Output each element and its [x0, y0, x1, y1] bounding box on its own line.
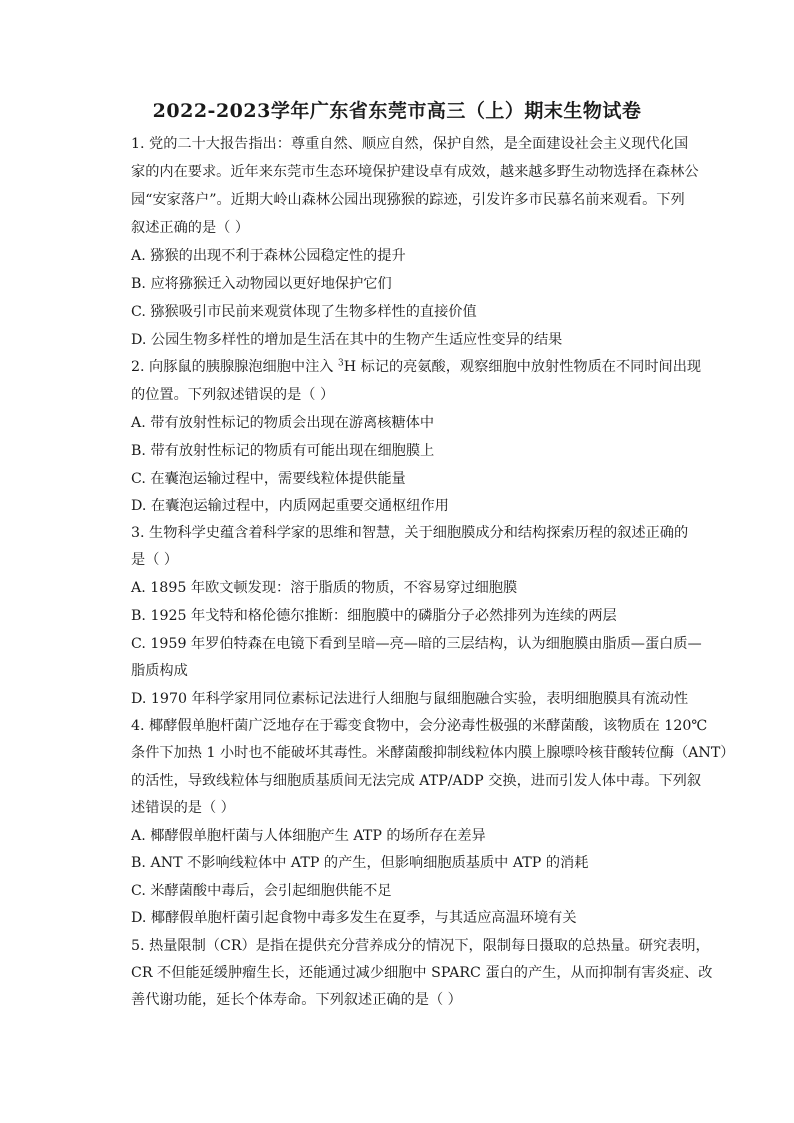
question-2-option-c: C. 在囊泡运输过程中，需要线粒体提供能量 — [131, 471, 406, 487]
question-1-option-a: A. 猕猴的出现不利于森林公园稳定性的提升 — [131, 248, 406, 264]
question-1-line-1: 1. 党的二十大报告指出：尊重自然、顺应自然，保护自然，是全面建设社会主义现代化国 — [131, 136, 689, 152]
question-2-line-1 — [131, 357, 701, 377]
superscript-3: 3 — [338, 358, 344, 369]
question-1-option-c: C. 猕猴吸引市民前来观赏体现了生物多样性的直接价值 — [131, 304, 477, 320]
page-title: 2022-2023学年广东省东莞市高三（上）期末生物试卷 — [152, 100, 642, 122]
question-3-option-d: D. 1970 年科学家用同位素标记法进行人细胞与鼠细胞融合实验，表明细胞膜具有流动性 — [131, 691, 689, 707]
question-3-option-b: B. 1925 年戈特和格伦德尔推断：细胞膜中的磷脂分子必然排列为连续的两层 — [131, 608, 617, 624]
question-1-line-2: 家的内在要求。近年来东莞市生态环境保护建设卓有成效，越来越多野生动物选择在森林公 — [131, 164, 699, 180]
question-2-option-b: B. 带有放射性标记的物质有可能出现在细胞膜上 — [131, 443, 435, 459]
question-4-line-2: 条件下加热 1 小时也不能破坏其毒性。米酵菌酸抑制线粒体内膜上腺嘌呤核苷酸转位酶（ANT） — [131, 745, 735, 761]
question-2-line-1-post: H 标记的亮氨酸，观察细胞中放射性物质在不同时间出现 — [343, 359, 702, 375]
question-3-option-c: C. 1959 年罗伯特森在电镜下看到呈暗—亮—暗的三层结构，认为细胞膜由脂质—蛋白质— — [131, 636, 702, 652]
question-4-option-c: C. 米酵菌酸中毒后，会引起细胞供能不足 — [131, 883, 392, 899]
question-3-option-c-continued: 脂质构成 — [131, 663, 188, 679]
question-3-line-1: 3. 生物科学史蕴含着科学家的思维和智慧，关于细胞膜成分和结构探索历程的叙述正确的 — [131, 525, 689, 541]
question-1-line-3: 园“安家落户”。近期大岭山森林公园出现猕猴的踪迹，引发许多市民慕名前来观看。下列 — [131, 192, 685, 208]
question-4-option-b: B. ANT 不影响线粒体中 ATP 的产生，但影响细胞质基质中 ATP 的消耗 — [131, 855, 589, 871]
question-1-option-b: B. 应将猕猴迁入动物园以更好地保护它们 — [131, 276, 392, 292]
question-2-option-d: D. 在囊泡运输过程中，内质网起重要交通枢纽作用 — [131, 498, 449, 514]
question-4-option-a: A. 椰酵假单胞杆菌与人体细胞产生 ATP 的场所存在差异 — [131, 828, 486, 844]
question-5-line-2: CR 不但能延缓肿瘤生长，还能通过减少细胞中 SPARC 蛋白的产生，从而抑制有害炎症、改 — [131, 965, 713, 981]
question-4-option-d: D. 椰酵假单胞杆菌引起食物中毒多发生在夏季，与其适应高温环境有关 — [131, 910, 577, 926]
question-1-option-d: D. 公园生物多样性的增加是生活在其中的生物产生适应性变异的结果 — [131, 332, 563, 348]
question-4-line-4: 述错误的是（ ） — [131, 800, 235, 816]
question-1-line-4: 叙述正确的是（ ） — [131, 220, 250, 236]
question-2-line-1-pre: 2. 向豚鼠的胰腺腺泡细胞中注入 — [131, 359, 338, 375]
question-2-option-a: A. 带有放射性标记的物质会出现在游离核糖体中 — [131, 415, 435, 431]
question-4-line-1: 4. 椰酵假单胞杆菌广泛地存在于霉变食物中，会分泌毒性极强的米酵菌酸，该物质在 120℃ — [131, 718, 708, 734]
question-3-line-2: 是（ ） — [131, 552, 179, 568]
question-5-line-3: 善代谢功能，延长个体寿命。下列叙述正确的是（ ） — [131, 992, 462, 1008]
question-5-line-1: 5. 热量限制（CR）是指在提供充分营养成分的情况下，限制每日摄取的总热量。研究表明， — [131, 938, 710, 954]
question-4-line-3: 的活性，导致线粒体与细胞质基质间无法完成 ATP/ADP 交换，进而引发人体中毒。下列叙 — [131, 773, 702, 789]
question-3-option-a: A. 1895 年欧文顿发现：溶于脂质的物质，不容易穿过细胞膜 — [131, 580, 518, 596]
question-2-line-2: 的位置。下列叙述错误的是（ ） — [131, 387, 335, 403]
